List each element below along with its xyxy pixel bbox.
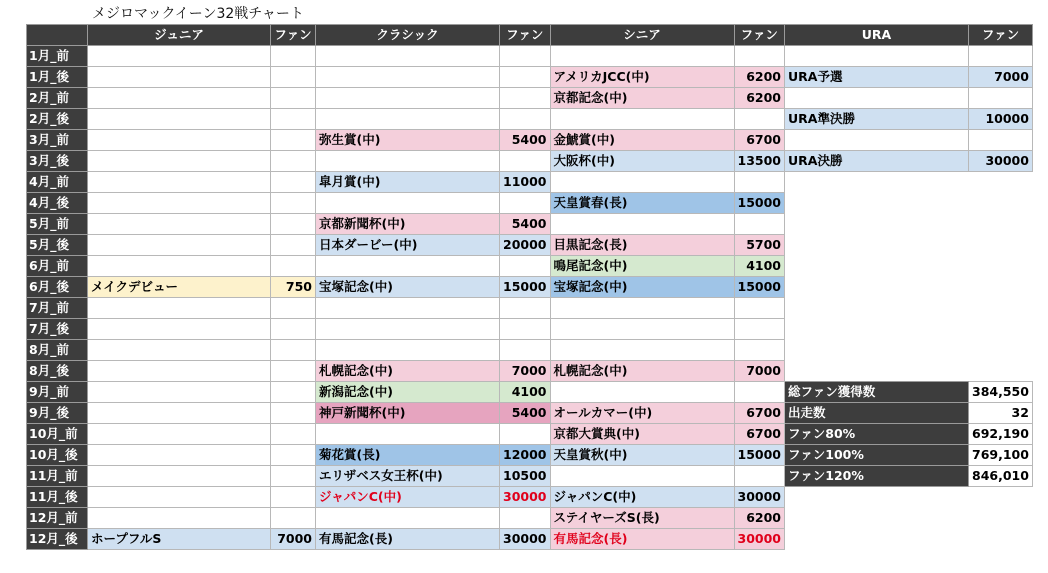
empty-area	[785, 172, 969, 193]
empty-area	[785, 508, 969, 529]
race-cell[interactable]: 神戸新聞杯(中)	[316, 403, 500, 424]
header-senior-fans[interactable]: ファン	[734, 25, 785, 46]
empty-cell[interactable]	[316, 88, 500, 109]
row-label[interactable]: 1月_後	[27, 67, 88, 88]
empty-cell[interactable]	[271, 445, 316, 466]
fan-count-cell[interactable]: 6700	[734, 130, 785, 151]
table-row	[27, 277, 1033, 298]
empty-cell[interactable]	[271, 466, 316, 487]
empty-cell[interactable]	[500, 109, 551, 130]
empty-cell[interactable]	[785, 88, 969, 109]
race-cell[interactable]: 日本ダービー(中)	[316, 235, 500, 256]
race-cell[interactable]: 京都記念(中)	[550, 88, 734, 109]
empty-area	[969, 235, 1033, 256]
sheet-title: メジロマックイーン32戦チャート	[92, 6, 304, 22]
empty-cell[interactable]	[734, 172, 785, 193]
empty-area	[969, 319, 1033, 340]
empty-cell[interactable]	[500, 256, 551, 277]
fan-count-cell[interactable]: 20000	[500, 235, 551, 256]
race-cell[interactable]: エリザベス女王杯(中)	[316, 466, 500, 487]
empty-area	[969, 487, 1033, 508]
table-row	[27, 361, 1033, 382]
row-label[interactable]: 7月_後	[27, 319, 88, 340]
race-cell[interactable]: 菊花賞(長)	[316, 445, 500, 466]
empty-cell[interactable]	[271, 88, 316, 109]
empty-cell[interactable]	[500, 88, 551, 109]
empty-cell[interactable]	[316, 424, 500, 445]
table-row	[27, 382, 1033, 403]
empty-cell[interactable]	[500, 46, 551, 67]
race-cell[interactable]: ジャパンC(中)	[316, 487, 500, 508]
empty-cell[interactable]	[88, 67, 271, 88]
table-row	[27, 214, 1033, 235]
empty-cell[interactable]	[271, 340, 316, 361]
race-cell[interactable]: 鳴尾記念(中)	[550, 256, 734, 277]
table-row	[27, 235, 1033, 256]
empty-cell[interactable]	[785, 130, 969, 151]
empty-cell[interactable]	[316, 256, 500, 277]
empty-cell[interactable]	[550, 340, 734, 361]
row-label[interactable]: 7月_前	[27, 298, 88, 319]
race-cell[interactable]: URA予選	[785, 67, 969, 88]
table-row	[27, 445, 1033, 466]
empty-cell[interactable]	[969, 88, 1033, 109]
empty-cell[interactable]	[88, 319, 271, 340]
race-cell[interactable]: ジャパンC(中)	[550, 487, 734, 508]
row-label[interactable]: 5月_前	[27, 214, 88, 235]
race-schedule-table	[26, 24, 1033, 550]
fan-count-cell[interactable]: 6200	[734, 67, 785, 88]
fan-count-cell[interactable]: 30000	[734, 529, 785, 550]
fan-count-cell[interactable]: 750	[271, 277, 316, 298]
empty-cell[interactable]	[271, 235, 316, 256]
empty-cell[interactable]	[88, 130, 271, 151]
race-cell[interactable]: 札幌記念(中)	[550, 361, 734, 382]
race-cell[interactable]: 札幌記念(中)	[316, 361, 500, 382]
race-cell[interactable]: 新潟記念(中)	[316, 382, 500, 403]
empty-cell[interactable]	[316, 67, 500, 88]
row-label[interactable]: 10月_後	[27, 445, 88, 466]
empty-cell[interactable]	[88, 361, 271, 382]
fan-count-cell[interactable]: 30000	[969, 151, 1033, 172]
race-cell[interactable]: ホープフルS	[88, 529, 271, 550]
empty-cell[interactable]	[550, 172, 734, 193]
empty-area	[785, 193, 969, 214]
row-label[interactable]: 8月_後	[27, 361, 88, 382]
empty-cell[interactable]	[734, 298, 785, 319]
summary-label[interactable]: ファン100%	[785, 445, 969, 466]
empty-cell[interactable]	[316, 298, 500, 319]
row-label[interactable]: 6月_前	[27, 256, 88, 277]
race-cell[interactable]: 宝塚記念(中)	[550, 277, 734, 298]
row-label[interactable]: 2月_後	[27, 109, 88, 130]
summary-label[interactable]: ファン120%	[785, 466, 969, 487]
empty-cell[interactable]	[734, 214, 785, 235]
empty-cell[interactable]	[271, 151, 316, 172]
table-row	[27, 298, 1033, 319]
race-cell[interactable]: 京都新聞杯(中)	[316, 214, 500, 235]
empty-cell[interactable]	[734, 382, 785, 403]
fan-count-cell[interactable]: 5400	[500, 403, 551, 424]
empty-area	[785, 235, 969, 256]
empty-cell[interactable]	[316, 340, 500, 361]
empty-cell[interactable]	[88, 487, 271, 508]
table-row	[27, 529, 1033, 550]
empty-cell[interactable]	[271, 361, 316, 382]
row-label[interactable]: 12月_前	[27, 508, 88, 529]
fan-count-cell[interactable]: 4100	[500, 382, 551, 403]
summary-label[interactable]: 出走数	[785, 403, 969, 424]
fan-count-cell[interactable]: 10000	[969, 109, 1033, 130]
empty-cell[interactable]	[271, 193, 316, 214]
empty-cell[interactable]	[88, 172, 271, 193]
empty-cell[interactable]	[88, 508, 271, 529]
empty-cell[interactable]	[271, 487, 316, 508]
empty-cell[interactable]	[316, 109, 500, 130]
table-row	[27, 46, 1033, 67]
fan-count-cell[interactable]: 13500	[734, 151, 785, 172]
table-row	[27, 403, 1033, 424]
race-cell[interactable]: 弥生賞(中)	[316, 130, 500, 151]
empty-cell[interactable]	[550, 214, 734, 235]
empty-area	[969, 508, 1033, 529]
empty-cell[interactable]	[271, 46, 316, 67]
table-row	[27, 193, 1033, 214]
row-label[interactable]: 12月_後	[27, 529, 88, 550]
empty-cell[interactable]	[88, 256, 271, 277]
empty-cell[interactable]	[500, 340, 551, 361]
empty-cell[interactable]	[550, 382, 734, 403]
table-row	[27, 466, 1033, 487]
empty-area	[969, 172, 1033, 193]
empty-cell[interactable]	[550, 319, 734, 340]
empty-cell[interactable]	[271, 67, 316, 88]
empty-cell[interactable]	[316, 151, 500, 172]
race-cell[interactable]: 大阪杯(中)	[550, 151, 734, 172]
empty-cell[interactable]	[88, 445, 271, 466]
table-row	[27, 130, 1033, 151]
empty-cell[interactable]	[88, 235, 271, 256]
empty-cell[interactable]	[316, 508, 500, 529]
empty-cell[interactable]	[500, 193, 551, 214]
fan-count-cell[interactable]: 6700	[734, 403, 785, 424]
summary-value[interactable]: 769,100	[969, 445, 1033, 466]
empty-area	[969, 529, 1033, 550]
empty-area	[785, 487, 969, 508]
empty-cell[interactable]	[88, 403, 271, 424]
row-label[interactable]: 11月_後	[27, 487, 88, 508]
table-row	[27, 109, 1033, 130]
race-cell[interactable]: ステイヤーズS(長)	[550, 508, 734, 529]
fan-count-cell[interactable]: 6200	[734, 508, 785, 529]
empty-area	[785, 340, 969, 361]
empty-cell[interactable]	[500, 67, 551, 88]
empty-cell[interactable]	[88, 466, 271, 487]
empty-area	[969, 361, 1033, 382]
race-cell[interactable]: 有馬記念(長)	[316, 529, 500, 550]
empty-cell[interactable]	[316, 319, 500, 340]
header-junior-fans[interactable]: ファン	[271, 25, 316, 46]
table-row	[27, 172, 1033, 193]
fan-count-cell[interactable]: 15000	[734, 277, 785, 298]
empty-cell[interactable]	[88, 151, 271, 172]
empty-area	[969, 277, 1033, 298]
row-label[interactable]: 4月_前	[27, 172, 88, 193]
row-label[interactable]: 10月_前	[27, 424, 88, 445]
fan-count-cell[interactable]: 7000	[500, 361, 551, 382]
empty-cell[interactable]	[550, 298, 734, 319]
row-label[interactable]: 8月_前	[27, 340, 88, 361]
empty-cell[interactable]	[734, 466, 785, 487]
empty-cell[interactable]	[316, 193, 500, 214]
table-row	[27, 508, 1033, 529]
empty-area	[785, 214, 969, 235]
empty-cell[interactable]	[969, 46, 1033, 67]
row-label[interactable]: 3月_前	[27, 130, 88, 151]
fan-count-cell[interactable]: 5400	[500, 130, 551, 151]
fan-count-cell[interactable]: 5400	[500, 214, 551, 235]
empty-cell[interactable]	[271, 403, 316, 424]
empty-cell[interactable]	[88, 214, 271, 235]
race-cell[interactable]: 金鯱賞(中)	[550, 130, 734, 151]
empty-cell[interactable]	[734, 109, 785, 130]
empty-cell[interactable]	[500, 424, 551, 445]
empty-area	[969, 340, 1033, 361]
row-label[interactable]: 11月_前	[27, 466, 88, 487]
row-label[interactable]: 6月_後	[27, 277, 88, 298]
empty-cell[interactable]	[271, 214, 316, 235]
empty-cell[interactable]	[88, 340, 271, 361]
empty-cell[interactable]	[500, 151, 551, 172]
fan-count-cell[interactable]: 7000	[271, 529, 316, 550]
empty-area	[785, 298, 969, 319]
empty-cell[interactable]	[500, 298, 551, 319]
race-cell[interactable]: 天皇賞秋(中)	[550, 445, 734, 466]
summary-label[interactable]: ファン80%	[785, 424, 969, 445]
table-row	[27, 487, 1033, 508]
summary-value[interactable]: 32	[969, 403, 1033, 424]
empty-cell[interactable]	[271, 256, 316, 277]
header-classic[interactable]: クラシック	[316, 25, 500, 46]
fan-count-cell[interactable]: 4100	[734, 256, 785, 277]
empty-area	[969, 298, 1033, 319]
race-cell[interactable]: 有馬記念(長)	[550, 529, 734, 550]
race-cell[interactable]: 皐月賞(中)	[316, 172, 500, 193]
race-cell[interactable]: メイクデビュー	[88, 277, 271, 298]
fan-count-cell[interactable]: 15000	[500, 277, 551, 298]
fan-count-cell[interactable]: 15000	[734, 445, 785, 466]
table-row	[27, 151, 1033, 172]
header-row	[27, 25, 1033, 46]
header-ura[interactable]: URA	[785, 25, 969, 46]
fan-count-cell[interactable]: 10500	[500, 466, 551, 487]
table-row	[27, 67, 1033, 88]
fan-count-cell[interactable]: 30000	[500, 529, 551, 550]
table-row	[27, 88, 1033, 109]
header-classic-fans[interactable]: ファン	[500, 25, 551, 46]
empty-area	[969, 193, 1033, 214]
empty-area	[785, 361, 969, 382]
summary-label[interactable]: 総ファン獲得数	[785, 382, 969, 403]
empty-cell[interactable]	[550, 46, 734, 67]
race-cell[interactable]: URA決勝	[785, 151, 969, 172]
empty-cell[interactable]	[500, 508, 551, 529]
empty-cell[interactable]	[88, 46, 271, 67]
empty-cell[interactable]	[271, 172, 316, 193]
empty-cell[interactable]	[271, 298, 316, 319]
empty-cell[interactable]	[271, 424, 316, 445]
summary-value[interactable]: 692,190	[969, 424, 1033, 445]
row-label[interactable]: 3月_後	[27, 151, 88, 172]
empty-cell[interactable]	[550, 466, 734, 487]
empty-area	[785, 319, 969, 340]
row-label[interactable]: 9月_前	[27, 382, 88, 403]
empty-cell[interactable]	[271, 508, 316, 529]
race-cell[interactable]: URA準決勝	[785, 109, 969, 130]
empty-cell[interactable]	[271, 382, 316, 403]
table-row	[27, 424, 1033, 445]
race-cell[interactable]: オールカマー(中)	[550, 403, 734, 424]
empty-cell[interactable]	[734, 46, 785, 67]
empty-cell[interactable]	[88, 193, 271, 214]
fan-count-cell[interactable]: 6200	[734, 88, 785, 109]
summary-value[interactable]: 846,010	[969, 466, 1033, 487]
empty-area	[969, 214, 1033, 235]
empty-cell[interactable]	[500, 319, 551, 340]
header-senior[interactable]: シニア	[550, 25, 734, 46]
row-label[interactable]: 9月_後	[27, 403, 88, 424]
race-cell[interactable]: 目黒記念(長)	[550, 235, 734, 256]
table-row	[27, 340, 1033, 361]
fan-count-cell[interactable]: 7000	[969, 67, 1033, 88]
race-cell[interactable]: 天皇賞春(長)	[550, 193, 734, 214]
fan-count-cell[interactable]: 11000	[500, 172, 551, 193]
race-cell[interactable]: 京都大賞典(中)	[550, 424, 734, 445]
empty-cell[interactable]	[734, 340, 785, 361]
fan-count-cell[interactable]: 15000	[734, 193, 785, 214]
empty-area	[785, 256, 969, 277]
empty-cell[interactable]	[88, 109, 271, 130]
fan-count-cell[interactable]: 7000	[734, 361, 785, 382]
empty-cell[interactable]	[88, 424, 271, 445]
empty-cell[interactable]	[88, 298, 271, 319]
corner-cell[interactable]	[27, 25, 88, 46]
empty-cell[interactable]	[88, 88, 271, 109]
race-cell[interactable]: アメリカJCC(中)	[550, 67, 734, 88]
empty-cell[interactable]	[271, 109, 316, 130]
fan-count-cell[interactable]: 30000	[500, 487, 551, 508]
header-junior[interactable]: ジュニア	[88, 25, 271, 46]
header-ura-fans[interactable]: ファン	[969, 25, 1033, 46]
empty-cell[interactable]	[88, 382, 271, 403]
row-label[interactable]: 5月_後	[27, 235, 88, 256]
empty-cell[interactable]	[316, 46, 500, 67]
empty-area	[785, 529, 969, 550]
empty-cell[interactable]	[969, 130, 1033, 151]
fan-count-cell[interactable]: 12000	[500, 445, 551, 466]
empty-area	[969, 256, 1033, 277]
table-row	[27, 319, 1033, 340]
race-cell[interactable]: 宝塚記念(中)	[316, 277, 500, 298]
fan-count-cell[interactable]: 5700	[734, 235, 785, 256]
summary-value[interactable]: 384,550	[969, 382, 1033, 403]
empty-cell[interactable]	[271, 319, 316, 340]
table-row	[27, 256, 1033, 277]
row-label[interactable]: 2月_前	[27, 88, 88, 109]
empty-cell[interactable]	[785, 46, 969, 67]
empty-cell[interactable]	[734, 319, 785, 340]
row-label[interactable]: 1月_前	[27, 46, 88, 67]
fan-count-cell[interactable]: 30000	[734, 487, 785, 508]
fan-count-cell[interactable]: 6700	[734, 424, 785, 445]
empty-cell[interactable]	[550, 109, 734, 130]
row-label[interactable]: 4月_後	[27, 193, 88, 214]
empty-cell[interactable]	[271, 130, 316, 151]
empty-area	[785, 277, 969, 298]
